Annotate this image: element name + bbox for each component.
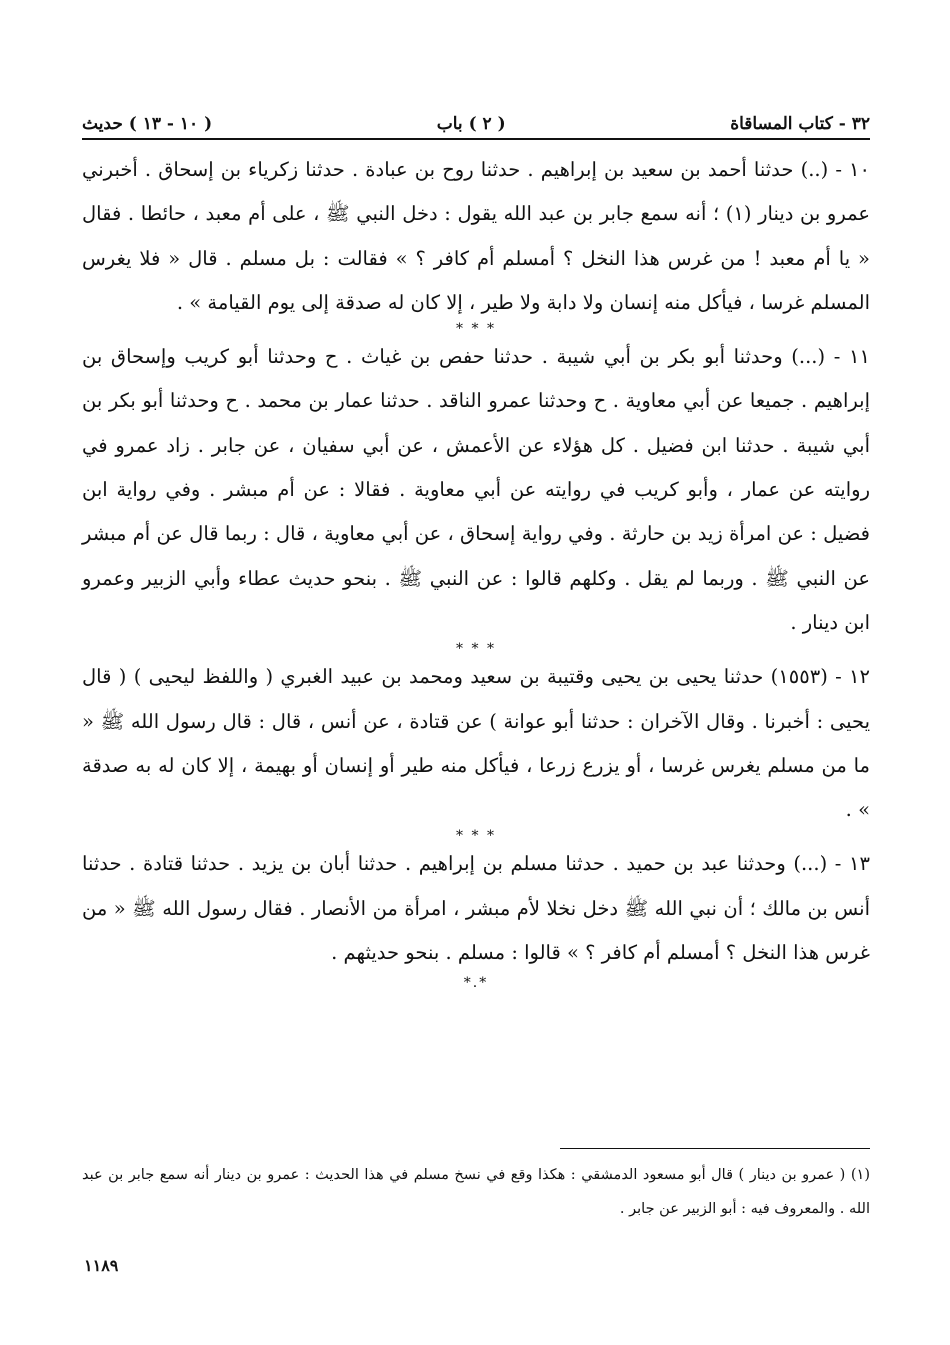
footnote-1: (١) ( عمرو بن دينار ) قال أبو مسعود الدمشقي : هكذا وقع في نسخ مسلم في هذا الحديث : عمرو بن دينار أنه سمع جابر بن عبد الله . والمعروف فيه : أبو الزبير عن جابر . — [82, 1167, 870, 1217]
section-separator: * * * — [456, 641, 496, 658]
page-number: ١١٨٩ — [84, 1256, 119, 1275]
section-separator: * * * — [456, 828, 496, 845]
hadith-12: ١٢ - (١٥٥٣) حدثنا يحيى بن يحيى وقتيبة بن سعيد ومحمد بن عبيد الغبري ( واللفظ ليحيى ) ( قال يحيى : أخبرنا . وقال الآخران : حدثنا أبو عوانة ) عن قتادة ، عن أنس ، قال : قال رسول الله ﷺ « ما من مسلم يغرس غرسا ، أو يزرع زرعا ، فيأكل منه طير أو إنسان أو بهيمة ، إلا كان له به صدقة » . — [82, 665, 870, 822]
hadith-13: ١٣ - (...) وحدثنا عبد بن حميد . حدثنا مسلم بن إبراهيم . حدثنا أبان بن يزيد . حدثنا قتادة . حدثنا أنس بن مالك ؛ أن نبي الله ﷺ دخل نخلا لأم مبشر ، امرأة من الأنصار . فقال رسول الله ﷺ « من غرس هذا النخل ؟ أمسلم أم كافر ؟ » قالوا : مسلم . بنحو حديثهم . — [82, 852, 870, 965]
main-text — [82, 148, 870, 992]
hadith-10: ١٠ - (..) حدثنا أحمد بن سعيد بن إبراهيم . حدثنا روح بن عبادة . حدثنا زكرياء بن إسحاق . أخبرني عمرو بن دينار (١) ؛ أنه سمع جابر بن عبد الله يقول : دخل النبي ﷺ ، على أم معبد ، حائطا . فقال « يا أم معبد ! من غرس هذا النخل ؟ أمسلم أم كافر ؟ » فقالت : بل مسلم . قال « فلا يغرس المسلم غرسا ، فيأكل منه إنسان ولا دابة ولا طير ، إلا كان له صدقة إلى يوم القيامة » . — [82, 158, 870, 314]
chapter-title: ٣٢ - كتاب المساقاة — [730, 114, 870, 134]
bab-label: ( ٢ ) باب — [436, 114, 506, 134]
footnotes — [82, 1158, 870, 1226]
end-mark: *.* — [463, 975, 489, 992]
hadith-range: ( ١٠ - ١٣ ) حديث — [82, 114, 213, 134]
footnote-divider — [560, 1148, 870, 1149]
running-header — [82, 100, 870, 140]
section-separator: * * * — [456, 321, 496, 338]
hadith-11: ١١ - (...) وحدثنا أبو بكر بن أبي شيبة . حدثنا حفص بن غياث . ح وحدثنا أبو كريب وإسحاق بن إبراهيم . جميعا عن أبي معاوية . ح وحدثنا عمرو الناقد . حدثنا عمار بن محمد . ح وحدثنا أبو بكر بن أبي شيبة . حدثنا ابن فضيل . كل هؤلاء عن الأعمش ، عن أبي سفيان ، عن جابر . زاد عمرو في روايته عن عمار ، وأبو كريب في روايته عن أبي معاوية . فقالا : عن أم مبشر . وفي رواية ابن فضيل : عن امرأة زيد بن حارثة . وفي رواية إسحاق ، عن أبي معاوية ، قال : ربما قال عن أم مبشر عن النبي ﷺ . وربما لم يقل . وكلهم قالوا : عن النبي ﷺ . بنحو حديث عطاء وأبي الزبير وعمرو ابن دينار . — [82, 345, 870, 634]
